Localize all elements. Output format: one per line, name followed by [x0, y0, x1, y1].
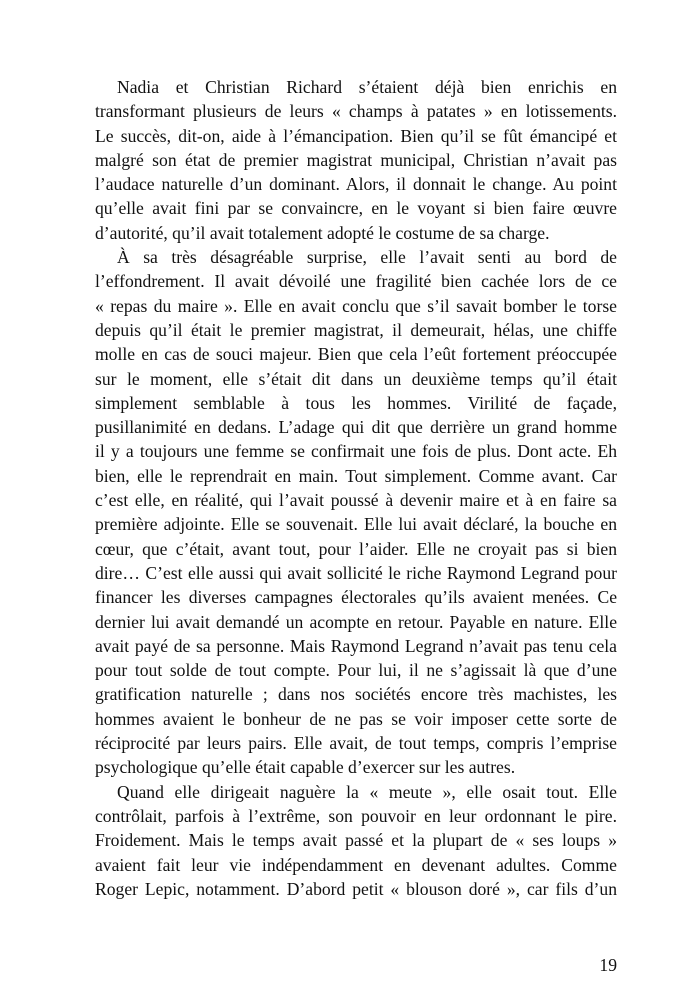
- text-line: il y a toujours une femme se confirmait une fois de plus. Dont acte. Eh: [95, 441, 617, 462]
- text-line: sur le moment, elle s’était dit dans un deuxième temps qu’il était: [95, 368, 617, 389]
- text-line: réciprocité par leurs pairs. Elle avait, de tout temps, compris l’emprise: [95, 733, 617, 754]
- text-line: l’audace naturelle d’un dominant. Alors, il donnait le change. Au point: [95, 174, 617, 195]
- text-line: avaient fait leur vie indépendamment en devenant adultes. Comme: [95, 854, 617, 875]
- text-line: « repas du maire ». Elle en avait conclu que s’il savait bomber le torse: [95, 295, 617, 316]
- text-line: depuis qu’il était le premier magistrat, il demeurait, hélas, une chiffe: [95, 319, 617, 340]
- text-line: pusillanimité en dedans. L’adage qui dit que derrière un grand homme: [95, 417, 617, 438]
- text-line: Froidement. Mais le temps avait passé et la plupart de « ses loups »: [95, 830, 617, 851]
- text-line: cœur, que c’était, avant tout, pour l’aider. Elle ne croyait pas si bien: [95, 538, 617, 559]
- body-text: [95, 75, 617, 901]
- text-line: Nadia et Christian Richard s’étaient déjà bien enrichis en: [117, 77, 617, 97]
- text-line: molle en cas de souci majeur. Bien que cela l’eût fortement préoccupée: [95, 344, 617, 365]
- text-line: Quand elle dirigeait naguère la « meute », elle osait tout. Elle: [117, 781, 617, 802]
- text-line: hommes avaient le bonheur de ne pas se voir imposer cette sorte de: [95, 708, 617, 729]
- paragraph: [95, 245, 617, 780]
- text-line: simplement semblable à tous les hommes. Virilité de façade,: [95, 392, 617, 413]
- text-line: contrôlait, parfois à l’extrême, son pouvoir en leur ordonnant le pire.: [95, 805, 617, 826]
- text-line: l’effondrement. Il avait dévoilé une fragilité bien cachée lors de ce: [95, 271, 617, 292]
- text-line: financer les diverses campagnes électorales qu’ils avaient menées. Ce: [95, 587, 617, 608]
- text-line: dire… C’est elle aussi qui avait sollicité le riche Raymond Legrand pour: [95, 562, 617, 583]
- text-line: avait payé de sa personne. Mais Raymond Legrand n’avait pas tenu cela: [95, 635, 617, 656]
- text-line: À sa très désagréable surprise, elle l’avait senti au bord de: [117, 247, 617, 268]
- text-line: bien, elle le reprendrait en main. Tout simplement. Comme avant. Car: [95, 465, 617, 486]
- paragraph: [95, 780, 617, 901]
- page-number: 19: [599, 955, 617, 975]
- text-line: transformant plusieurs de leurs « champs à patates » en lotissements.: [95, 101, 617, 122]
- text-line: c’est elle, en réalité, qui l’avait poussé à devenir maire et à en faire sa: [95, 490, 617, 511]
- text-line: d’autorité, qu’il avait totalement adopté le costume de sa charge.: [95, 222, 550, 243]
- text-line: psychologique qu’elle était capable d’exercer sur les autres.: [95, 757, 516, 778]
- text-line: malgré son état de premier magistrat municipal, Christian n’avait pas: [95, 149, 617, 170]
- text-line: première adjointe. Elle se souvenait. Elle lui avait déclaré, la bouche en: [95, 514, 617, 535]
- paragraph: [95, 75, 617, 245]
- text-line: Le succès, dit-on, aide à l’émancipation. Bien qu’il se fût émancipé et: [95, 125, 617, 146]
- text-line: Roger Lepic, notamment. D’abord petit « blouson doré », car fils d’un: [95, 878, 617, 899]
- text-line: dernier lui avait demandé un acompte en retour. Payable en nature. Elle: [95, 611, 617, 632]
- text-line: gratification naturelle ; dans nos sociétés encore très machistes, les: [95, 684, 617, 705]
- text-line: qu’elle avait fini par se convaincre, en le voyant si bien faire œuvre: [95, 198, 617, 219]
- text-line: pour tout solde de tout compte. Pour lui, il ne s’agissait là que d’une: [95, 660, 617, 681]
